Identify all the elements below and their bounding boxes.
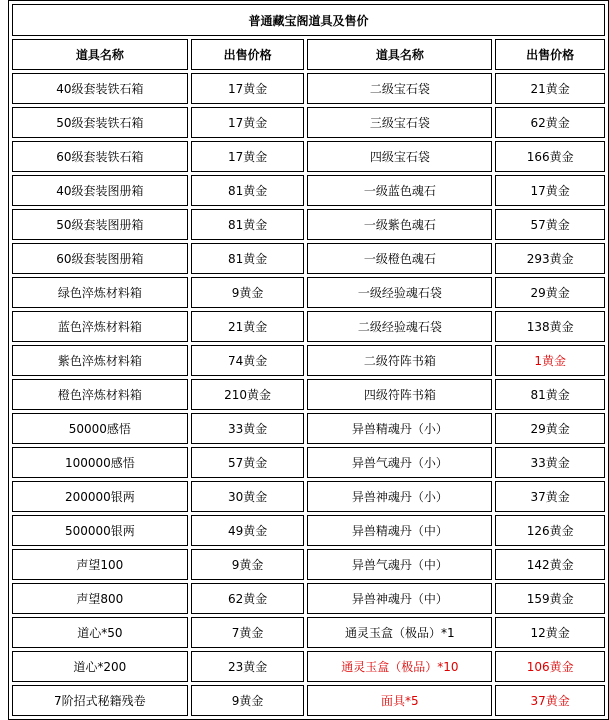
item-name-left: 100000感悟: [12, 447, 188, 478]
header-row: [12, 39, 605, 70]
price-rows: [12, 73, 605, 716]
item-name-right: 面具*5: [307, 685, 492, 716]
item-name-right: 二级符阵书箱: [307, 345, 492, 376]
header-item-name-left: 道具名称: [12, 39, 188, 70]
title-row: [12, 4, 605, 36]
price-left: 9黄金: [191, 549, 305, 580]
header-price-left: 出售价格: [191, 39, 305, 70]
table-row: [12, 515, 605, 546]
price-left: 49黄金: [191, 515, 305, 546]
price-left: 17黄金: [191, 107, 305, 138]
price-right: 17黄金: [495, 175, 605, 206]
item-name-right: 通灵玉盒（极品）*10: [307, 651, 492, 682]
price-right: 138黄金: [495, 311, 605, 342]
item-name-left: 50级套装铁石箱: [12, 107, 188, 138]
table-title: 普通藏宝阁道具及售价: [12, 4, 605, 36]
item-name-left: 50级套装图册箱: [12, 209, 188, 240]
price-left: 9黄金: [191, 277, 305, 308]
price-left: 57黄金: [191, 447, 305, 478]
item-name-right: 二级经验魂石袋: [307, 311, 492, 342]
item-name-left: 40级套装铁石箱: [12, 73, 188, 104]
price-right: 106黄金: [495, 651, 605, 682]
item-name-right: 一级经验魂石袋: [307, 277, 492, 308]
header-item-name-right: 道具名称: [307, 39, 492, 70]
price-left: 62黄金: [191, 583, 305, 614]
item-name-right: 一级蓝色魂石: [307, 175, 492, 206]
header-price-right: 出售价格: [495, 39, 605, 70]
table-row: [12, 413, 605, 444]
table-row: [12, 651, 605, 682]
price-right: 29黄金: [495, 277, 605, 308]
table-row: [12, 243, 605, 274]
price-left: 81黄金: [191, 209, 305, 240]
table-row: [12, 141, 605, 172]
item-name-right: 四级宝石袋: [307, 141, 492, 172]
item-name-right: 三级宝石袋: [307, 107, 492, 138]
item-name-right: 四级符阵书箱: [307, 379, 492, 410]
item-name-right: 一级橙色魂石: [307, 243, 492, 274]
price-table-container: [8, 0, 606, 720]
item-name-left: 声望100: [12, 549, 188, 580]
price-left: 9黄金: [191, 685, 305, 716]
price-left: 74黄金: [191, 345, 305, 376]
price-left: 21黄金: [191, 311, 305, 342]
table-row: [12, 481, 605, 512]
table-row: [12, 107, 605, 138]
item-name-left: 60级套装铁石箱: [12, 141, 188, 172]
item-name-right: 异兽神魂丹（小）: [307, 481, 492, 512]
price-table: [8, 0, 609, 720]
price-left: 33黄金: [191, 413, 305, 444]
price-right: 37黄金: [495, 685, 605, 716]
price-left: 81黄金: [191, 175, 305, 206]
price-right: 62黄金: [495, 107, 605, 138]
item-name-right: 异兽精魂丹（中）: [307, 515, 492, 546]
table-row: [12, 175, 605, 206]
price-right: 37黄金: [495, 481, 605, 512]
item-name-left: 橙色淬炼材料箱: [12, 379, 188, 410]
item-name-left: 道心*200: [12, 651, 188, 682]
price-left: 7黄金: [191, 617, 305, 648]
price-right: 126黄金: [495, 515, 605, 546]
price-right: 81黄金: [495, 379, 605, 410]
item-name-left: 60级套装图册箱: [12, 243, 188, 274]
item-name-left: 绿色淬炼材料箱: [12, 277, 188, 308]
price-left: 210黄金: [191, 379, 305, 410]
item-name-right: 异兽气魂丹（中）: [307, 549, 492, 580]
price-left: 23黄金: [191, 651, 305, 682]
item-name-left: 道心*50: [12, 617, 188, 648]
item-name-left: 蓝色淬炼材料箱: [12, 311, 188, 342]
price-left: 81黄金: [191, 243, 305, 274]
price-right: 166黄金: [495, 141, 605, 172]
table-row: [12, 617, 605, 648]
price-right: 21黄金: [495, 73, 605, 104]
price-right: 293黄金: [495, 243, 605, 274]
table-row: [12, 277, 605, 308]
item-name-left: 声望800: [12, 583, 188, 614]
item-name-left: 40级套装图册箱: [12, 175, 188, 206]
price-left: 17黄金: [191, 141, 305, 172]
table-row: [12, 685, 605, 716]
price-right: 1黄金: [495, 345, 605, 376]
item-name-right: 通灵玉盒（极品）*1: [307, 617, 492, 648]
item-name-right: 异兽气魂丹（小）: [307, 447, 492, 478]
item-name-left: 200000银两: [12, 481, 188, 512]
item-name-left: 50000感悟: [12, 413, 188, 444]
item-name-right: 异兽精魂丹（小）: [307, 413, 492, 444]
price-right: 33黄金: [495, 447, 605, 478]
item-name-left: 500000银两: [12, 515, 188, 546]
price-left: 30黄金: [191, 481, 305, 512]
price-right: 12黄金: [495, 617, 605, 648]
table-row: [12, 583, 605, 614]
table-row: [12, 345, 605, 376]
item-name-right: 异兽神魂丹（中）: [307, 583, 492, 614]
price-left: 17黄金: [191, 73, 305, 104]
price-right: 29黄金: [495, 413, 605, 444]
table-row: [12, 73, 605, 104]
price-right: 57黄金: [495, 209, 605, 240]
table-row: [12, 447, 605, 478]
item-name-right: 一级紫色魂石: [307, 209, 492, 240]
table-row: [12, 311, 605, 342]
price-right: 142黄金: [495, 549, 605, 580]
price-right: 159黄金: [495, 583, 605, 614]
table-row: [12, 209, 605, 240]
item-name-left: 7阶招式秘籍残卷: [12, 685, 188, 716]
table-row: [12, 549, 605, 580]
item-name-left: 紫色淬炼材料箱: [12, 345, 188, 376]
table-row: [12, 379, 605, 410]
item-name-right: 二级宝石袋: [307, 73, 492, 104]
